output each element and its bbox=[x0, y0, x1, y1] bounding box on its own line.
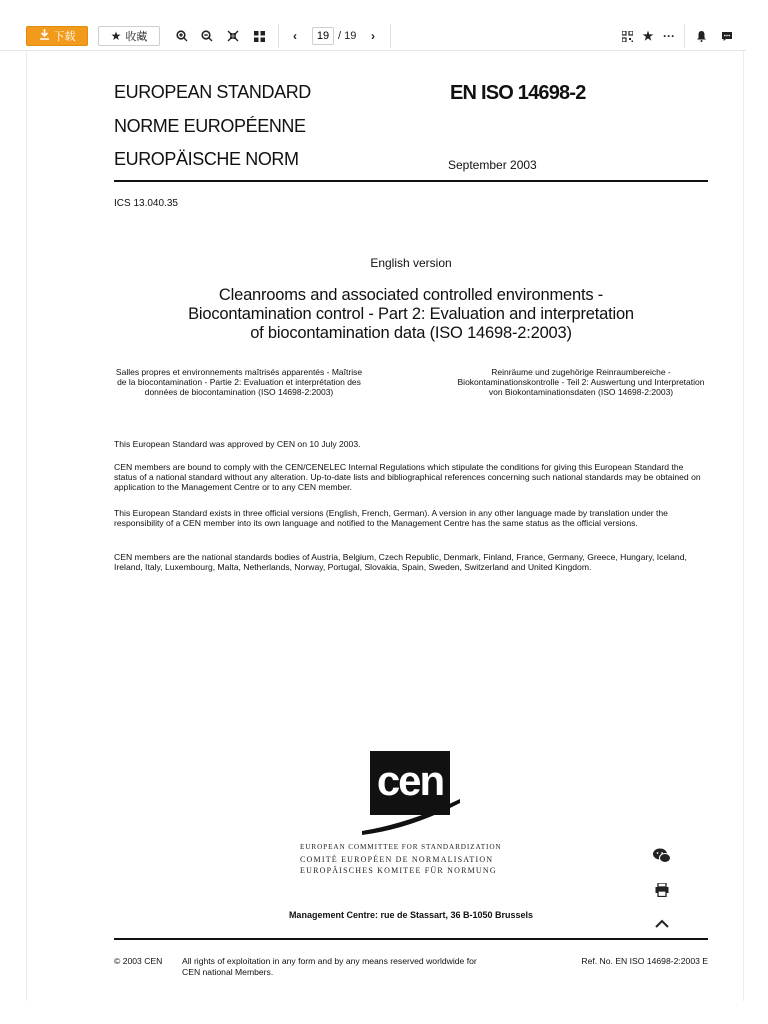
print-icon[interactable] bbox=[652, 880, 672, 900]
wechat-icon[interactable] bbox=[652, 846, 672, 866]
org-name-en: EUROPEAN COMMITTEE FOR STANDARDIZATION bbox=[300, 843, 502, 851]
scroll-top-icon[interactable] bbox=[652, 914, 672, 934]
qr-code-icon[interactable] bbox=[618, 27, 636, 45]
zoom-out-icon[interactable] bbox=[198, 27, 216, 45]
cen-logo bbox=[360, 751, 462, 835]
more-icon[interactable]: ··· bbox=[663, 29, 675, 43]
org-name-de: EUROPÄISCHES KOMITEE FÜR NORMUNG bbox=[300, 866, 497, 875]
page-number-input[interactable] bbox=[312, 27, 334, 45]
download-button[interactable] bbox=[26, 26, 88, 46]
organization-names bbox=[300, 842, 530, 877]
versions-paragraph: This European Standard exists in three official versions (English, French, German). A version in any other language made by translation under the responsibility of a CEN member into its own language and notified to the Management Centre has the same status as the official versions. bbox=[114, 508, 668, 529]
viewer-toolbar bbox=[0, 22, 746, 51]
title-line: Cleanrooms and associated controlled environments - bbox=[218, 286, 604, 304]
favorite-label: 收藏 bbox=[125, 31, 148, 43]
page-total: / 19 bbox=[338, 30, 357, 42]
header-line-de: EUROPÄISCHE NORM bbox=[114, 149, 299, 169]
management-centre: Management Centre: rue de Stassart, 36 B-1050 Brussels bbox=[288, 910, 534, 920]
next-page-icon[interactable]: › bbox=[371, 29, 375, 43]
download-icon bbox=[39, 29, 50, 43]
message-icon[interactable] bbox=[718, 27, 736, 45]
rights-notice: All rights of exploitation in any form and by any means reserved worldwide for CEN national Members. bbox=[182, 956, 477, 977]
grid-view-icon[interactable] bbox=[250, 27, 268, 45]
ics-code: ICS 13.040.35 bbox=[114, 198, 178, 209]
document-title bbox=[114, 286, 708, 343]
toolbar-divider bbox=[684, 24, 685, 48]
reference-number: Ref. No. EN ISO 14698-2:2003 E bbox=[581, 956, 708, 966]
previous-page-icon[interactable]: ‹ bbox=[293, 29, 297, 43]
star-outline-icon[interactable]: ★ bbox=[642, 29, 654, 43]
org-name-fr: COMITÉ EUROPÉEN DE NORMALISATION bbox=[300, 854, 494, 864]
compliance-paragraph: CEN members are bound to comply with the CEN/CENELEC Internal Regulations which stipulate the conditions for giving this European Standard the status of a national standard without any alteration. Up-to-date lists and bibliographical references concerning such national standards may be obtained on application to the Management Centre or to any CEN member. bbox=[114, 462, 701, 493]
star-icon: ★ bbox=[110, 29, 122, 43]
title-french: Salles propres et environnements maîtrisés apparentés - Maîtrise de la biocontamination - Partie 2: Evaluation et interprétation des données de biocontamination (ISO 14698-2:2003) bbox=[115, 367, 363, 397]
toolbar-divider bbox=[390, 24, 391, 48]
title-german: Reinräume und zugehörige Reinraumbereiche - Biokontaminationskontrolle - Teil 2: Auswertung und Interpretation von Biokontaminationsdaten (ISO 14698-2:2003) bbox=[457, 367, 705, 397]
standard-id: EN ISO 14698-2 bbox=[450, 82, 586, 104]
toolbar-divider bbox=[278, 24, 279, 48]
title-line: Biocontamination control - Part 2: Evaluation and interpretation bbox=[188, 305, 634, 323]
header-line-fr: NORME EUROPÉENNE bbox=[114, 116, 306, 136]
footer-rule bbox=[114, 938, 708, 940]
title-line: of biocontamination data (ISO 14698-2:2003) bbox=[250, 324, 572, 342]
header-rule bbox=[114, 180, 708, 182]
zoom-in-icon[interactable] bbox=[173, 27, 191, 45]
fit-page-icon[interactable] bbox=[224, 27, 242, 45]
copyright: © 2003 CEN bbox=[114, 956, 163, 966]
cen-logo-text: cen bbox=[376, 757, 444, 804]
download-label: 下载 bbox=[53, 31, 76, 43]
bell-icon[interactable] bbox=[692, 27, 710, 45]
approval-paragraph: This European Standard was approved by CEN on 10 July 2003. bbox=[114, 439, 361, 449]
header-line-en: EUROPEAN STANDARD bbox=[114, 82, 311, 102]
english-version-label: English version bbox=[370, 256, 452, 270]
publication-date: September 2003 bbox=[448, 158, 537, 172]
members-paragraph: CEN members are the national standards bodies of Austria, Belgium, Czech Republic, Denmark, Finland, France, Germany, Greece, Hungary, Iceland, Ireland, Italy, Luxembourg, Malta, Netherlands, Norway, Portugal, Slovakia, Spain, Sweden, Switzerland and United Kingdom. bbox=[114, 552, 687, 573]
favorite-button[interactable] bbox=[98, 26, 160, 46]
